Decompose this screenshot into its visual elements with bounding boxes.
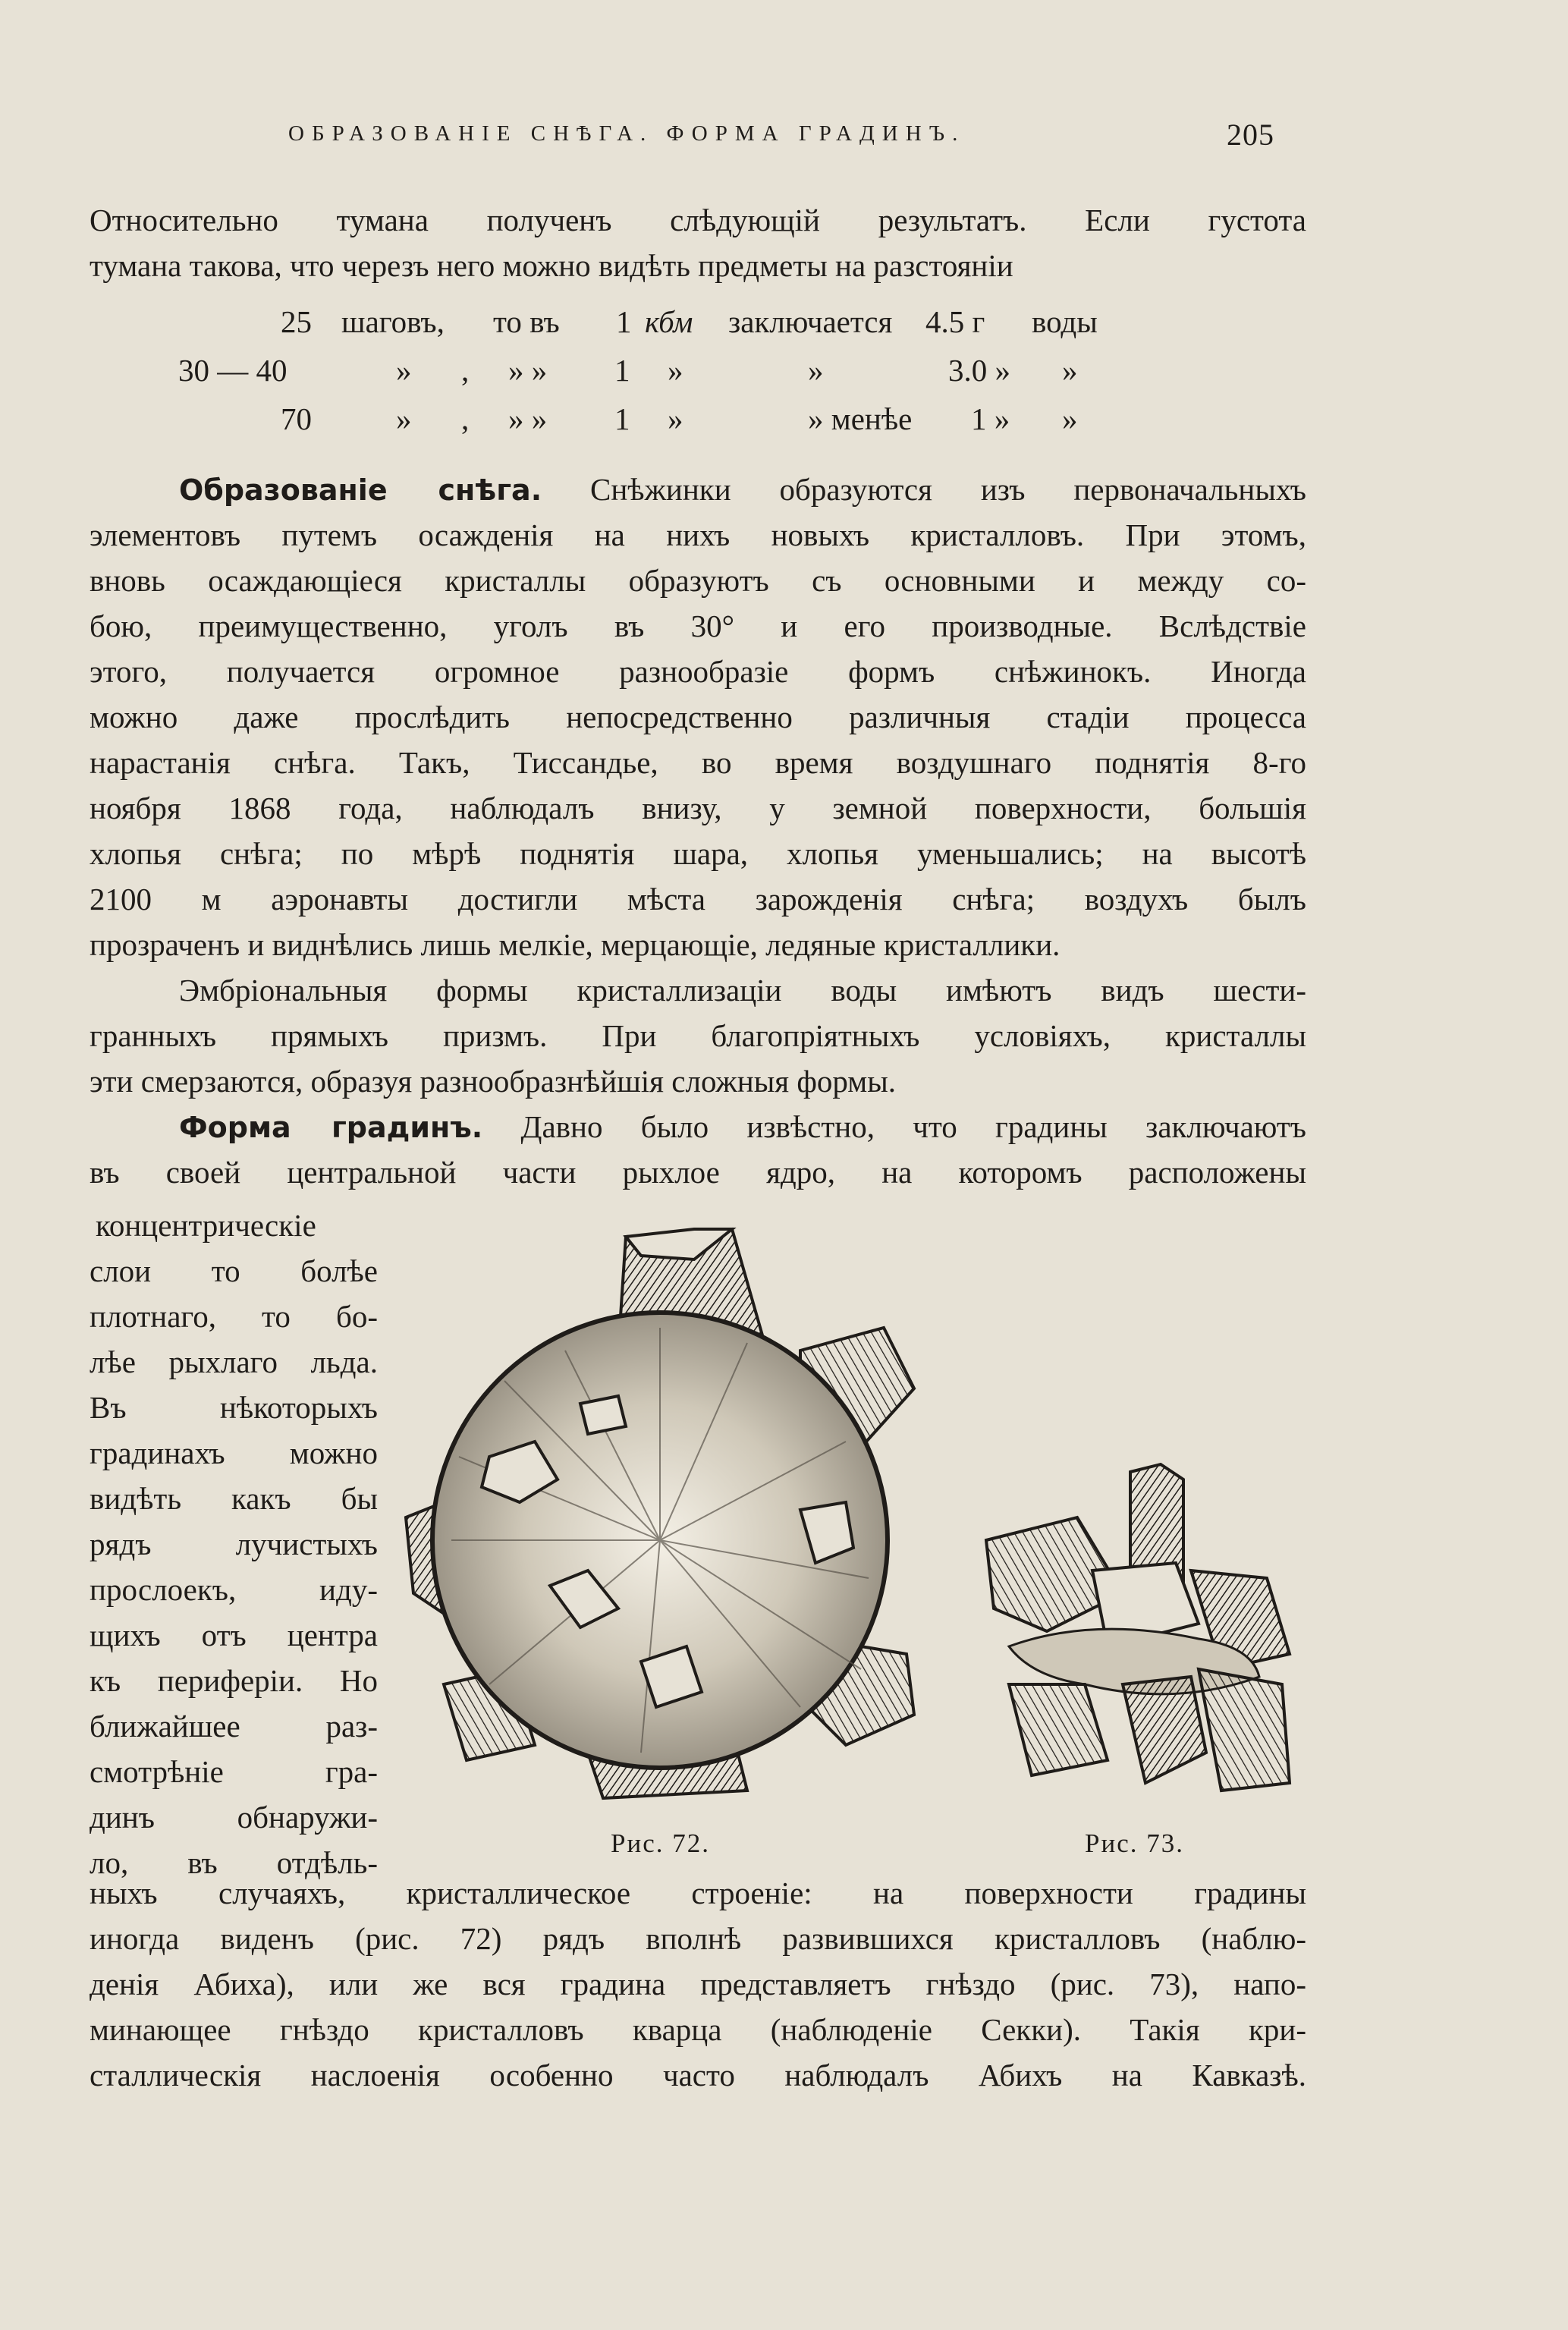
text-line: ноября 1868 года, наблюдалъ внизу, у земной поверхности, большія [90, 791, 1306, 825]
text-line: ближайшее раз- [90, 1709, 378, 1744]
text-line: прослоекъ, иду- [90, 1572, 378, 1607]
text-line: сталлическія наслоенія особенно часто наблюдалъ Абихъ на Кавказѣ. [90, 2058, 1306, 2093]
table-cell: 4.5 г [925, 304, 985, 339]
text-line: иногда виденъ (рис. 72) рядъ вполнѣ развившихся кристалловъ (наблю- [90, 1921, 1306, 1956]
running-header [288, 118, 1274, 159]
text-line: 2100 м аэронавты достигли мѣста зарожденія снѣга; воздухъ былъ [90, 882, 1306, 917]
table-cell: то въ [493, 304, 560, 339]
text-line: денія Абиха), или же вся градина представляетъ гнѣздо (рис. 73), напо- [90, 1967, 1306, 2001]
table-cell: » [396, 353, 412, 388]
table-cell: » [668, 353, 683, 388]
text-line: слои то болѣе [90, 1253, 378, 1288]
table-cell: , [461, 401, 470, 436]
table-row [167, 352, 1153, 401]
table-cell: » [396, 401, 412, 436]
text-line: ныхъ случаяхъ, кристаллическое строеніе: на поверхности градины [90, 1876, 1306, 1910]
text-line: Эмбріональныя формы кристаллизаціи воды имѣютъ видъ шести- [179, 973, 1306, 1008]
table-row [167, 303, 1153, 352]
text-line: видѣть какъ бы [90, 1481, 378, 1516]
text-line [90, 1104, 1306, 1149]
text-line: въ своей центральной части рыхлое ядро, на которомъ расположены [90, 1155, 1306, 1190]
text-fragment: Снѣжинки образуются изъ первоначальныхъ [590, 472, 1306, 507]
table-cell: шаговъ, [341, 304, 445, 339]
text-line: динъ обнаружи- [90, 1800, 378, 1835]
table-row [167, 401, 1153, 449]
table-cell: воды [1032, 304, 1098, 339]
table-cell: » [808, 353, 824, 388]
snow-formation-paragraph [90, 467, 1306, 1195]
figure-72-caption: Рис. 72. [611, 1828, 710, 1858]
figure-72-hailstone-illustration [391, 1214, 937, 1858]
table-cell: 1 [614, 353, 630, 388]
text-line: щихъ отъ центра [90, 1618, 378, 1652]
fog-visibility-table [167, 303, 1153, 449]
table-cell: 1 » [971, 401, 1010, 436]
table-cell: кбм [645, 304, 693, 339]
text-fragment: Давно было извѣстно, что градины заключаютъ [520, 1109, 1306, 1144]
table-cell: » [1062, 401, 1078, 436]
text-line: эти смерзаются, образуя разнообразнѣйшія сложныя формы. [90, 1064, 897, 1099]
table-cell: 70 [281, 401, 312, 436]
intro-paragraph [90, 197, 1306, 288]
text-line: лѣе рыхлаго льда. [90, 1344, 378, 1379]
text-line: Относительно тумана полученъ слѣдующій результатъ. Если густота [90, 203, 1306, 237]
text-line: прозраченъ и виднѣлись лишь мелкіе, мерцающіе, ледяные кристаллики. [90, 927, 1061, 962]
text-line: элементовъ путемъ осажденія на нихъ новыхъ кристалловъ. При этомъ, [90, 517, 1306, 552]
text-line: плотнаго, то бо- [90, 1299, 378, 1334]
table-cell: 25 [281, 304, 312, 339]
text-line: тумана такова, что черезъ него можно видѣть предметы на разстояніи [90, 248, 1013, 283]
table-cell: 1 [616, 304, 632, 339]
hailstone-crystal-drawing [391, 1214, 937, 1806]
text-line: концентрическіе [96, 1208, 316, 1243]
text-line: смотрѣніе гра- [90, 1754, 378, 1789]
table-cell: , [461, 353, 470, 388]
table-cell: » менѣе [808, 401, 913, 436]
text-line: бою, преимущественно, уголъ въ 30° и его производные. Вслѣдствіе [90, 608, 1306, 643]
section-heading: Форма градинъ. [179, 1111, 483, 1144]
hail-conclusion-paragraph [90, 1870, 1306, 2098]
text-line: вновь осаждающіеся кристаллы образуютъ съ основными и между со- [90, 563, 1306, 598]
text-line: къ периферіи. Но [90, 1663, 378, 1698]
table-cell: » [1062, 353, 1078, 388]
hail-narrow-column [90, 1203, 378, 1885]
header-title: ОБРАЗОВАНІЕ СНѢГА. ФОРМА ГРАДИНЪ. [288, 121, 966, 146]
section-heading: Образованіе снѣга. [179, 473, 542, 507]
page-number: 205 [1227, 118, 1274, 152]
table-cell: 30 — 40 [178, 353, 288, 388]
text-line: рядъ лучистыхъ [90, 1527, 378, 1561]
table-cell: 1 [614, 401, 630, 436]
text-line: ло, въ отдѣль- [90, 1845, 378, 1880]
crystal-nest-drawing [979, 1457, 1305, 1806]
text-line: гранныхъ прямыхъ призмъ. При благопріятныхъ условіяхъ, кристаллы [90, 1018, 1306, 1053]
text-line: минающее гнѣздо кристалловъ кварца (наблюденіе Секки). Такія кри- [90, 2012, 1306, 2047]
figure-73-crystal-nest-illustration [979, 1457, 1305, 1858]
table-cell: 3.0 » [948, 353, 1010, 388]
table-cell: заключается [728, 304, 893, 339]
table-cell: » [668, 401, 683, 436]
text-line: хлопья снѣга; по мѣрѣ поднятія шара, хлопья уменьшались; на высотѣ [90, 836, 1306, 871]
text-line: этого, получается огромное разнообразіе формъ снѣжинокъ. Иногда [90, 654, 1306, 689]
text-line: градинахъ можно [90, 1435, 378, 1470]
text-line: Въ нѣкоторыхъ [90, 1390, 378, 1425]
table-cell: » » [508, 353, 548, 388]
figure-73-caption: Рис. 73. [1085, 1828, 1184, 1858]
table-cell: » » [508, 401, 548, 436]
text-line: нарастанія снѣга. Такъ, Тиссандье, во время воздушнаго поднятія 8-го [90, 745, 1306, 780]
text-line [90, 467, 1306, 512]
text-line: можно даже прослѣдить непосредственно различныя стадіи процесса [90, 700, 1306, 734]
